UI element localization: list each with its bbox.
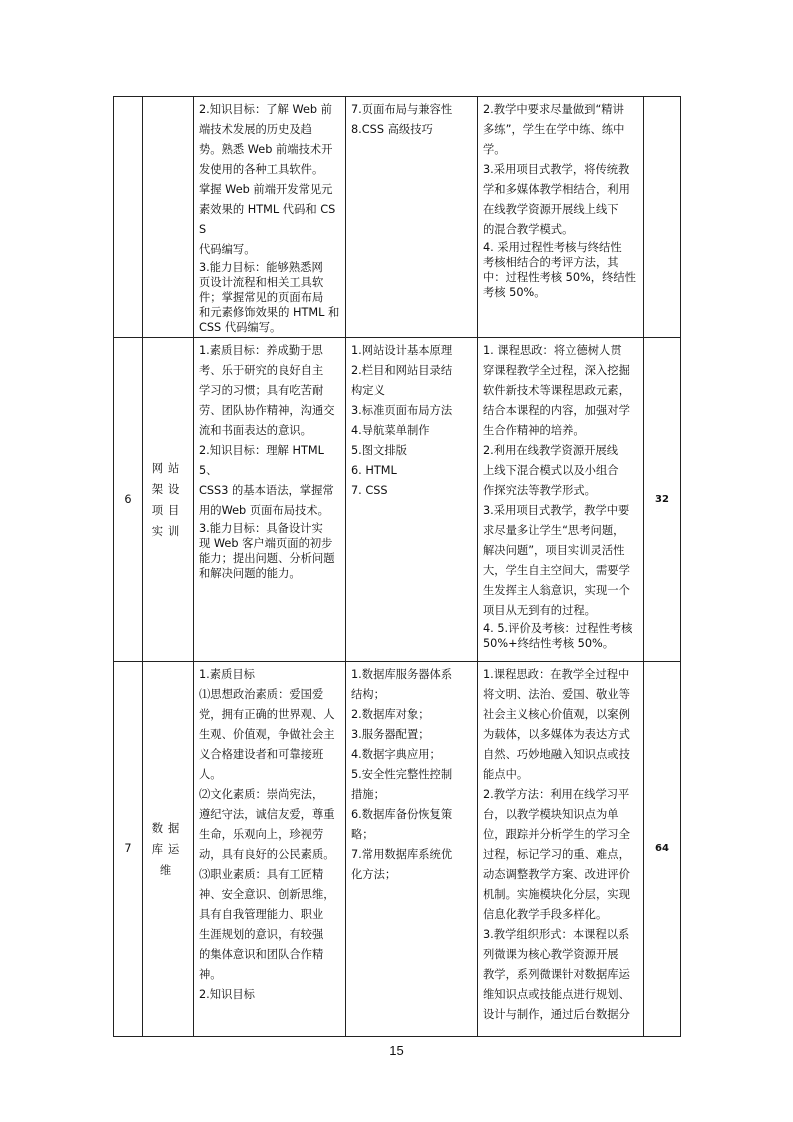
cell-line: 求尽量多让学生“思考问题，: [483, 524, 625, 537]
cell-line: 项目从无到有的过程。: [483, 604, 596, 617]
cell-line: 代码编写。: [199, 243, 256, 256]
cell-line: 社会主义核心价值观，以案例: [483, 708, 630, 721]
objectives-cell: [194, 97, 346, 338]
table-row: [114, 338, 681, 662]
cell-line: 软件新技术等课程思政元素，: [483, 384, 630, 397]
cell-line: 件；掌握常见的页面布局: [199, 291, 324, 304]
cell-line: 结合本课程的内容，加强对学: [483, 404, 630, 417]
cell-line: 过程，标记学习的重、难点，: [483, 848, 630, 861]
objectives-cell: [194, 338, 346, 662]
cell-line: 和元素修饰效果的 HTML 和: [199, 306, 340, 319]
cell-line: 3.采用项目式教学，将传统教: [483, 163, 630, 176]
cell-line: 生命，乐观向上，珍视劳: [199, 828, 324, 841]
cell-line: 发使用的各种工具软件。: [199, 163, 324, 176]
cell-line: 将文明、法治、爱国、敬业等: [483, 688, 630, 701]
cell-line: 学。: [483, 143, 506, 156]
cell-line: 略；: [351, 828, 374, 841]
requirements-cell: [478, 338, 644, 662]
cell-line: 1.课程思政：在教学全过程中: [483, 668, 630, 681]
cell-line: 2.利用在线教学资源开展线: [483, 444, 619, 457]
cell-line: 8.CSS 高级技巧: [351, 123, 433, 136]
cell-line: 2.栏目和网站目录结: [351, 364, 453, 377]
cell-line: 具有自我管理能力、职业: [199, 908, 324, 921]
cell-line: 1.数据库服务器体系: [351, 668, 453, 681]
cell-line: 中：过程性考核 50%，终结性: [483, 271, 636, 284]
cell-line: 势。熟悉 Web 前端技术开: [199, 143, 333, 156]
cell-line: 7. CSS: [351, 484, 388, 497]
cell-line: 考、乐于研究的良好自主: [199, 364, 324, 377]
cell-line: 6.数据库备份恢复策: [351, 808, 453, 821]
cell-line: 和解决问题的能力。: [199, 567, 301, 580]
cell-line: 台，以教学模块知识点为单: [483, 808, 619, 821]
cell-line: 作探究法等教学形式。: [483, 484, 596, 497]
cell-line: 机制。实施模块化分层，实现: [483, 888, 630, 901]
cell-line: 党，拥有正确的世界观、人: [199, 708, 335, 721]
cell-line: 生涯规划的意识，有较强: [199, 928, 324, 941]
cell-line: 神、安全意识、创新思维，: [199, 888, 335, 901]
module-name-cell: 数据库运维: [143, 662, 194, 1037]
cell-line: 2.教学中要求尽量做到“精讲: [483, 103, 624, 116]
cell-line: 解决问题”，项目实训灵活性: [483, 544, 625, 557]
content-cell: [346, 662, 478, 1037]
cell-line: 7.常用数据库系统优: [351, 848, 453, 861]
cell-line: 2.教学方法：利用在线学习平: [483, 788, 630, 801]
cell-line: 列微课为核心教学资源开展: [483, 948, 619, 961]
cell-line: 为载体，以多媒体为表达方式: [483, 728, 630, 741]
table-row: [114, 97, 681, 338]
cell-line: CSS 代码编写。: [199, 321, 282, 334]
cell-line: 考核 50%。: [483, 286, 546, 299]
course-table: [113, 96, 681, 1037]
cell-line: ⑴思想政治素质：爱国爱: [199, 688, 324, 701]
course-table-body: [114, 97, 681, 1037]
cell-line: 人。: [199, 768, 222, 781]
cell-line: 掌握 Web 前端开发常见元: [199, 183, 333, 196]
cell-line: 穿课程教学全过程，深入挖掘: [483, 364, 630, 377]
content-cell: [346, 338, 478, 662]
cell-line: 神。: [199, 968, 222, 981]
cell-line: 1.素质目标: [199, 668, 255, 681]
cell-line: 动态调整教学方案、改进评价: [483, 868, 630, 881]
row-number-cell: 6: [114, 338, 143, 662]
cell-line: 遵纪守法，诚信友爱，尊重: [199, 808, 335, 821]
cell-line: 生发挥主人翁意识，实现一个: [483, 584, 630, 597]
cell-line: 考核相结合的考评方法，其: [483, 256, 619, 269]
cell-line: 1.素质目标：养成勤于思: [199, 344, 323, 357]
cell-line: 3.标准页面布局方法: [351, 404, 453, 417]
cell-line: 2.数据库对象；: [351, 708, 430, 721]
cell-line: 4. 采用过程性考核与终结性: [483, 241, 622, 254]
cell-line: 设计与制作，通过后台数据分: [483, 1008, 630, 1021]
cell-line: 学习的习惯；具有吃苦耐: [199, 384, 324, 397]
cell-line: ⑵文化素质：崇尚宪法，: [199, 788, 324, 801]
cell-line: 能力；提出问题、分析问题: [199, 552, 335, 565]
cell-line: 6. HTML: [351, 464, 397, 477]
cell-line: 上线下混合模式以及小组合: [483, 464, 619, 477]
cell-line: ⑶职业素质：具有工匠精: [199, 868, 324, 881]
module-name-cell: [143, 97, 194, 338]
cell-line: 用的Web 页面布局技术。: [199, 504, 329, 517]
cell-line: 构定义: [351, 384, 385, 397]
cell-line: 流和书面表达的意识。: [199, 424, 312, 437]
content-cell: [346, 97, 478, 338]
cell-line: 劳、团队协作精神，沟通交: [199, 404, 335, 417]
cell-line: 措施；: [351, 788, 385, 801]
cell-line: 页设计流程和相关工具软: [199, 276, 324, 289]
cell-line: 在线教学资源开展线上线下: [483, 203, 619, 216]
cell-line: 义合格建设者和可靠接班: [199, 748, 324, 761]
cell-line: 信息化教学手段多样化。: [483, 908, 608, 921]
cell-line: 4.导航菜单制作: [351, 424, 430, 437]
cell-line: 2.知识目标: [199, 988, 255, 1001]
cell-line: 2.知识目标：理解 HTML5、: [199, 444, 324, 477]
cell-line: 1. 课程思政：将立德树人贯: [483, 344, 622, 357]
cell-line: 学和多媒体教学相结合，利用: [483, 183, 630, 196]
requirements-cell: [478, 97, 644, 338]
cell-line: 7.页面布局与兼容性: [351, 103, 453, 116]
requirements-cell: [478, 662, 644, 1037]
row-number-cell: 7: [114, 662, 143, 1037]
hours-cell: 32: [644, 338, 681, 662]
cell-line: 1.网站设计基本原理: [351, 344, 453, 357]
module-name-cell: 网站架设项目实训: [143, 338, 194, 662]
hours-cell: 64: [644, 662, 681, 1037]
objectives-cell: [194, 662, 346, 1037]
cell-line: 素效果的 HTML 代码和 CSS: [199, 203, 336, 236]
cell-line: 5.图文排版: [351, 444, 407, 457]
cell-line: 动，具有良好的公民素质。: [199, 848, 335, 861]
cell-line: 现 Web 客户端页面的初步: [199, 537, 333, 550]
cell-line: 自然、巧妙地融入知识点或技: [483, 748, 630, 761]
cell-line: CSS3 的基本语法，掌握常: [199, 484, 334, 497]
hours-cell: [644, 97, 681, 338]
cell-line: 生合作精神的培养。: [483, 424, 585, 437]
cell-line: 化方法；: [351, 868, 397, 881]
cell-line: 2.知识目标：了解 Web 前: [199, 103, 332, 116]
row-number-cell: [114, 97, 143, 338]
cell-line: 大，学生自主空间大，需要学: [483, 564, 630, 577]
cell-line: 4. 5.评价及考核：过程性考核: [483, 622, 633, 635]
cell-line: 结构；: [351, 688, 385, 701]
page-number: 15: [389, 1043, 404, 1058]
cell-line: 教学，系列微课针对数据库运: [483, 968, 630, 981]
cell-line: 3.教学组织形式：本课程以系: [483, 928, 630, 941]
cell-line: 生观、价值观，争做社会主: [199, 728, 335, 741]
cell-line: 的混合教学模式。: [483, 223, 574, 236]
table-row: [114, 662, 681, 1037]
cell-line: 3.服务器配置；: [351, 728, 430, 741]
cell-line: 3.能力目标：能够熟悉网: [199, 261, 323, 274]
cell-line: 能点中。: [483, 768, 529, 781]
cell-line: 维知识点或技能点进行规划、: [483, 988, 630, 1001]
cell-line: 位，跟踪并分析学生的学习全: [483, 828, 630, 841]
cell-line: 多练”，学生在学中练、练中: [483, 123, 625, 136]
cell-line: 5.安全性完整性控制: [351, 768, 453, 781]
cell-line: 的集体意识和团队合作精: [199, 948, 324, 961]
cell-line: 3.采用项目式教学，教学中要: [483, 504, 630, 517]
cell-line: 4.数据字典应用；: [351, 748, 441, 761]
cell-line: 50%+终结性考核 50%。: [483, 637, 615, 650]
cell-line: 3.能力目标：具备设计实: [199, 522, 323, 535]
cell-line: 端技术发展的历史及趋: [199, 123, 312, 136]
